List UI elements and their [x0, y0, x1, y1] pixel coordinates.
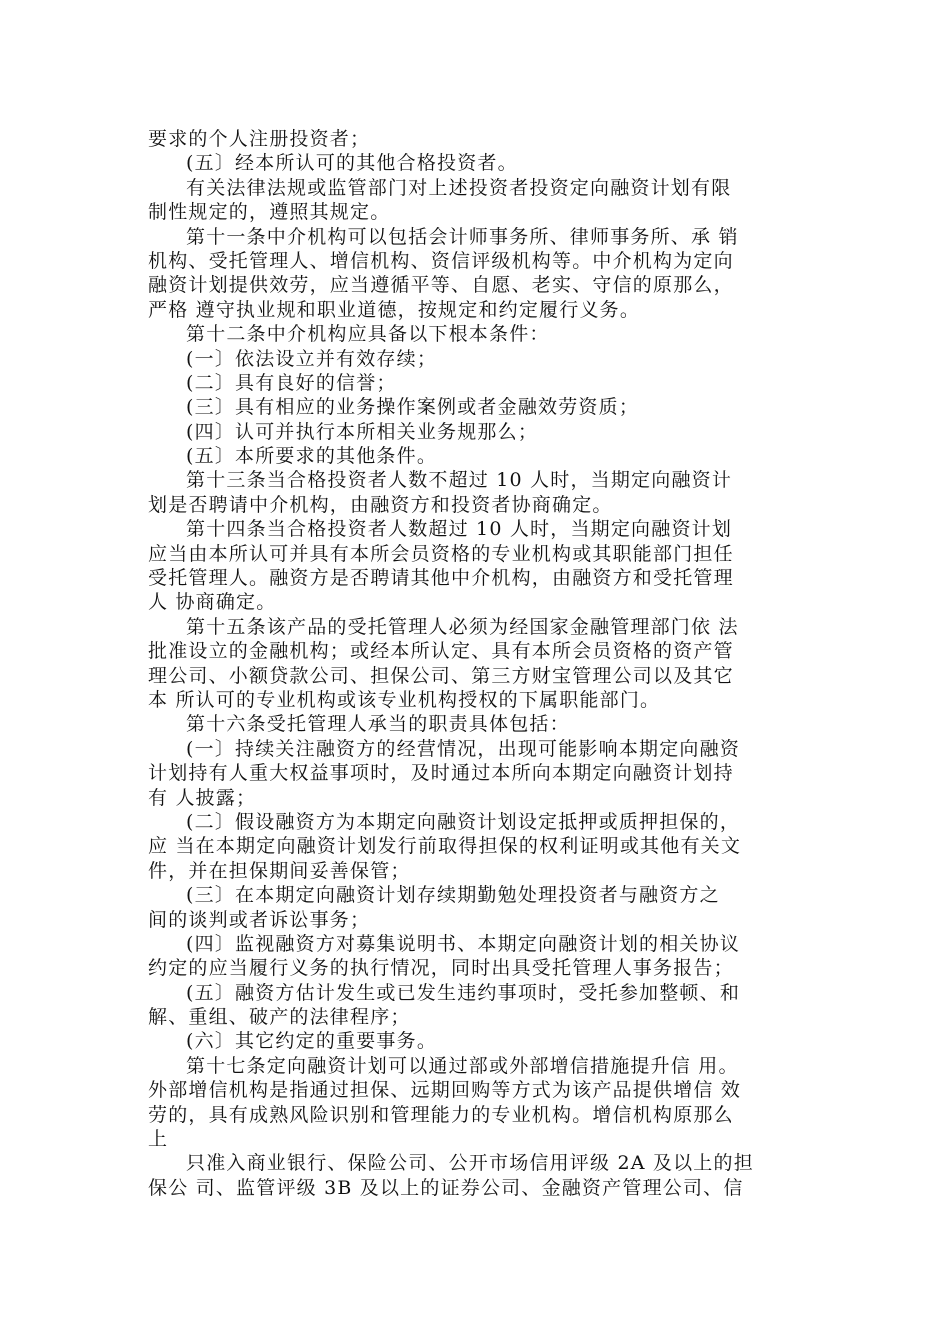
body-text-line: (一〕依法设立并有效存续；: [186, 347, 438, 370]
body-text-line: (二〕假设融资方为本期定向融资计划设定抵押或质押担保的，: [186, 810, 741, 833]
body-text-line: 约定的应当履行义务的执行情况，同时出具受托管理人事务报告；: [148, 957, 734, 980]
body-text-line: 受托管理人。融资方是否聘请其他中介机构，由融资方和受托管理: [148, 567, 734, 590]
body-text-line: 理公司、小额贷款公司、担保公司、第三方财宝管理公司以及其它: [148, 664, 734, 687]
body-text-line: 外部增信机构是指通过担保、远期回购等方式为该产品提供增信 效: [148, 1079, 742, 1102]
body-text-line: 本 所认可的专业机构或该专业机构授权的下属职能部门。: [148, 688, 661, 711]
body-text-line: 第十三条当合格投资者人数不超过 10 人时，当期定向融资计: [186, 469, 733, 492]
body-text-line: (四〕监视融资方对募集说明书、本期定向融资计划的相关协议: [186, 932, 741, 955]
body-text-line: 劳的，具有成熟风险识别和管理能力的专业机构。增信机构原那么: [148, 1103, 734, 1126]
body-text-line: 有 人披露；: [148, 786, 257, 809]
body-text-line: (五〕融资方估计发生或已发生违约事项时，受托参加整顿、和: [186, 981, 741, 1004]
body-text-line: 批准设立的金融机构；或经本所认定、具有本所会员资格的资产管: [148, 640, 734, 663]
body-text-line: 机构、受托管理人、增信机构、资信评级机构等。中介机构为定向: [148, 249, 734, 272]
body-text-line: 融资计划提供效劳，应当遵循平等、自愿、老实、守信的原那么，: [148, 274, 734, 297]
body-text-line: (三〕具有相应的业务操作案例或者金融效劳资质；: [186, 396, 640, 419]
body-text-line: (六〕其它约定的重要事务。: [186, 1030, 438, 1053]
body-text-line: 间的谈判或者诉讼事务；: [148, 908, 371, 931]
body-text-line: 有关法律法规或监管部门对上述投资者投资定向融资计划有限: [186, 176, 732, 199]
body-text-line: (一〕持续关注融资方的经营情况，出现可能影响本期定向融资: [186, 737, 741, 760]
body-text-line: 上: [148, 1128, 169, 1151]
body-text-line: 要求的个人注册投资者；: [148, 128, 371, 150]
body-text-line: 第十七条定向融资计划可以通过部或外部增信措施提升信 用。: [186, 1054, 739, 1077]
body-text-line: 第十五条该产品的受托管理人必须为经国家金融管理部门依 法: [186, 615, 739, 638]
body-text-line: 计划持有人重大权益事项时，及时通过本所向本期定向融资计划持: [148, 762, 734, 785]
body-text-line: (二〕具有良好的信誉；: [186, 371, 397, 394]
body-text-line: (三〕在本期定向融资计划存续期勤勉处理投资者与融资方之: [186, 884, 720, 907]
body-text-line: 只准入商业银行、保险公司、公开市场信用评级 2A 及以上的担: [186, 1152, 754, 1175]
body-text-line: 第十一条中介机构可以包括会计师事务所、律师事务所、承 销: [186, 225, 739, 248]
body-text-line: 解、重组、破产的法律程序；: [148, 1006, 411, 1029]
body-text-line: 保公 司、监管评级 3B 及以上的证券公司、金融资产管理公司、信: [148, 1176, 744, 1199]
body-text-line: (五〕本所要求的其他条件。: [186, 445, 438, 468]
body-text-line: (四〕认可并执行本所相关业务规那么；: [186, 420, 539, 443]
body-text-line: 第十二条中介机构应具备以下根本条件：: [186, 323, 550, 346]
body-text-line: 应当由本所认可并具有本所会员资格的专业机构或其职能部门担任: [148, 542, 734, 565]
body-text-line: 第十六条受托管理人承当的职责具体包括：: [186, 713, 570, 736]
body-text-line: (五〕经本所认可的其他合格投资者。: [186, 152, 518, 175]
body-text-line: 第十四条当合格投资者人数超过 10 人时，当期定向融资计划: [186, 518, 733, 541]
body-text-line: 件，并在担保期间妥善保管；: [148, 859, 411, 882]
body-text-line: 制性规定的，遵照其规定。: [148, 201, 391, 224]
body-text-line: 人 协商确定。: [148, 591, 277, 614]
body-text-line: 应 当在本期定向融资计划发行前取得担保的权利证明或其他有关文: [148, 835, 742, 858]
body-text-line: 划是否聘请中介机构，由融资方和投资者协商确定。: [148, 493, 613, 516]
document-page: [148, 127, 810, 1200]
body-text-line: 严格 遵守执业规和职业道德，按规定和约定履行义务。: [148, 298, 641, 321]
